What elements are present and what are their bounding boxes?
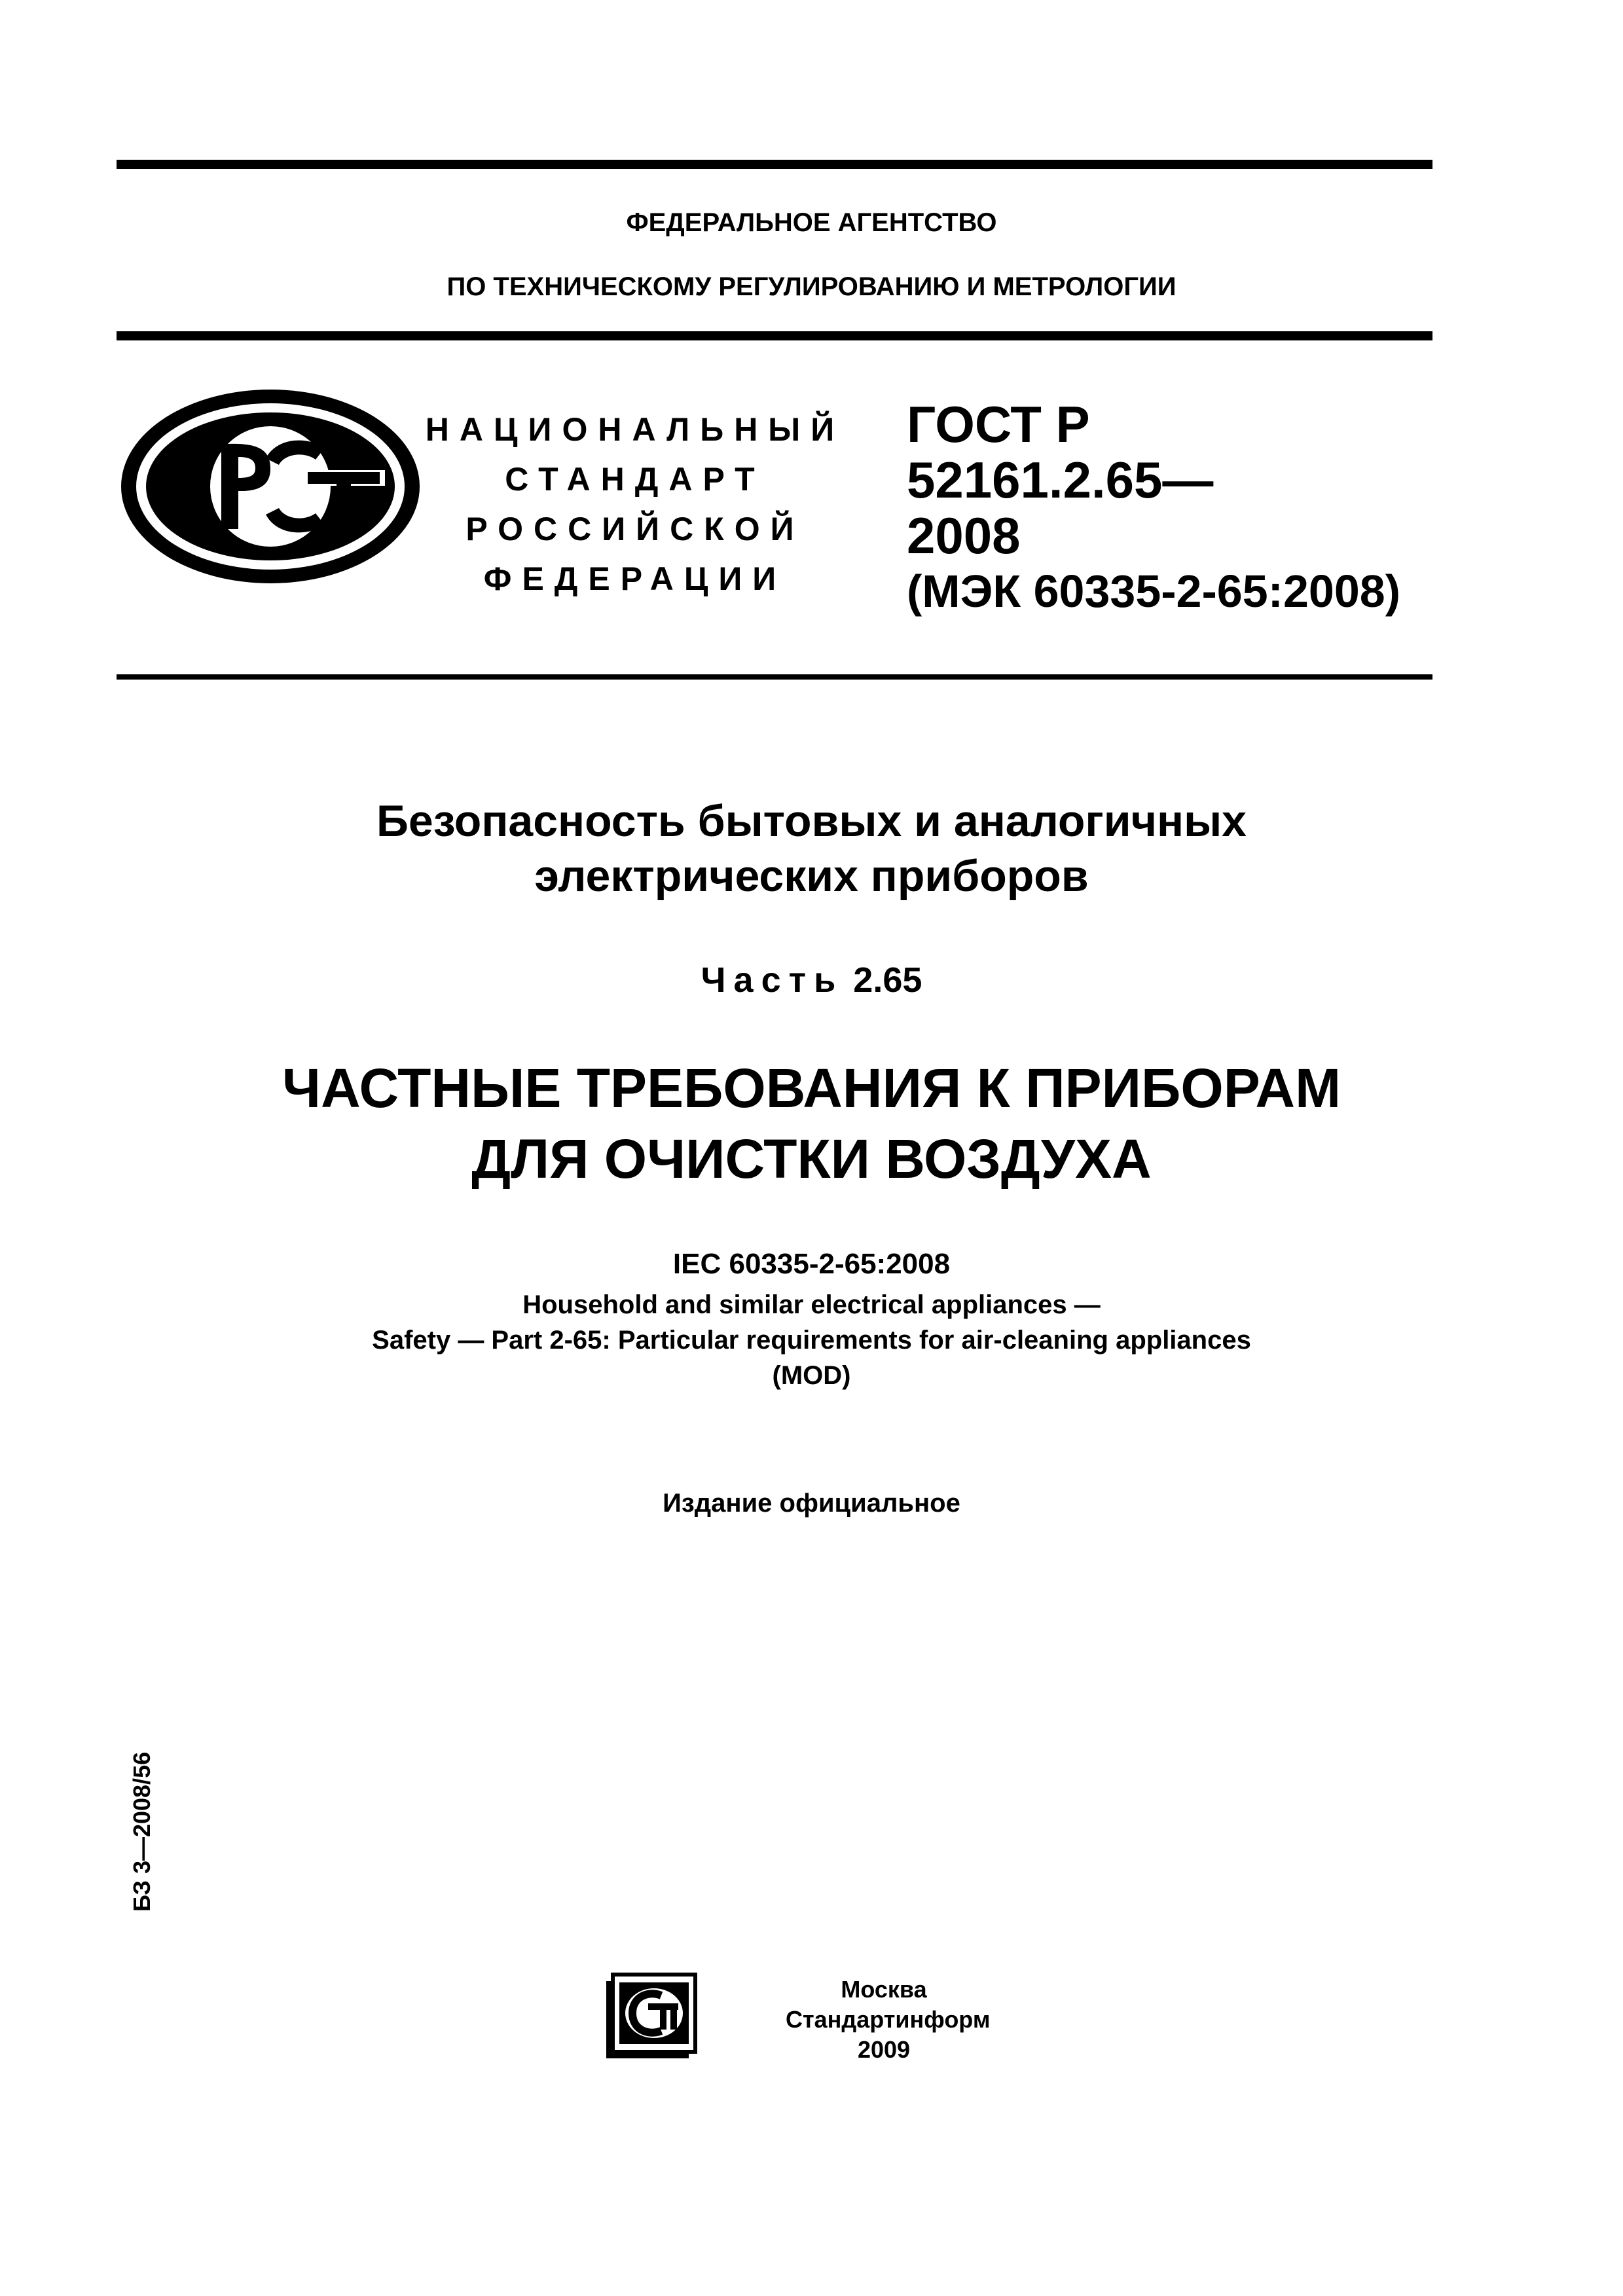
national-standard-line-4: ФЕДЕРАЦИИ <box>483 560 787 597</box>
agency-rule <box>117 331 1432 340</box>
title-line-2: электрических приборов <box>534 851 1089 901</box>
iec-designation: IEC 60335-2-65:2008 <box>672 1248 951 1280</box>
iec-title-line-2: Safety — Part 2-65: Particular requirements for air-cleaning appliances <box>372 1326 1251 1355</box>
iec-title-line-1: Household and similar electrical appliances — <box>522 1290 1101 1319</box>
publisher-year: 2009 <box>857 2036 911 2063</box>
top-rule <box>117 160 1432 169</box>
agency-line-1: ФЕДЕРАЛЬНОЕ АГЕНТСТВО <box>626 208 997 237</box>
part-label <box>0 960 1623 1000</box>
title-line-1: Безопасность бытовых и аналогичных <box>376 796 1247 846</box>
vertical-code: БЗ 3—2008/56 <box>128 1751 155 1912</box>
subtitle-line-1: ЧАСТНЫЕ ТРЕБОВАНИЯ К ПРИБОРАМ <box>282 1057 1341 1119</box>
national-standard-line-2: СТАНДАРТ <box>505 461 765 498</box>
designation-line-2: 52161.2.65— <box>907 451 1214 509</box>
rst-emblem-icon <box>117 385 424 588</box>
header-rule <box>117 674 1432 680</box>
agency-line-2: ПО ТЕХНИЧЕСКОМУ РЕГУЛИРОВАНИЮ И МЕТРОЛОГИИ <box>447 272 1176 301</box>
publisher-city: Москва <box>841 1976 927 2003</box>
national-standard-line-3: РОССИЙСКОЙ <box>465 511 805 547</box>
designation-line-1: ГОСТ Р <box>907 395 1090 453</box>
iec-title-line-3: (MOD) <box>772 1361 851 1390</box>
designation-line-4: (МЭК 60335-2-65:2008) <box>907 566 1401 617</box>
designation-line-3: 2008 <box>907 507 1021 564</box>
standartinform-logo-icon <box>602 1971 701 2062</box>
national-standard-line-1: НАЦИОНАЛЬНЫЙ <box>425 411 845 448</box>
part-word: Часть <box>701 960 844 1000</box>
subtitle-line-2: ДЛЯ ОЧИСТКИ ВОЗДУХА <box>471 1128 1152 1190</box>
edition-label: Издание официальное <box>663 1489 960 1518</box>
part-number: 2.65 <box>853 960 922 1000</box>
publisher-name: Стандартинформ <box>786 2006 991 2033</box>
